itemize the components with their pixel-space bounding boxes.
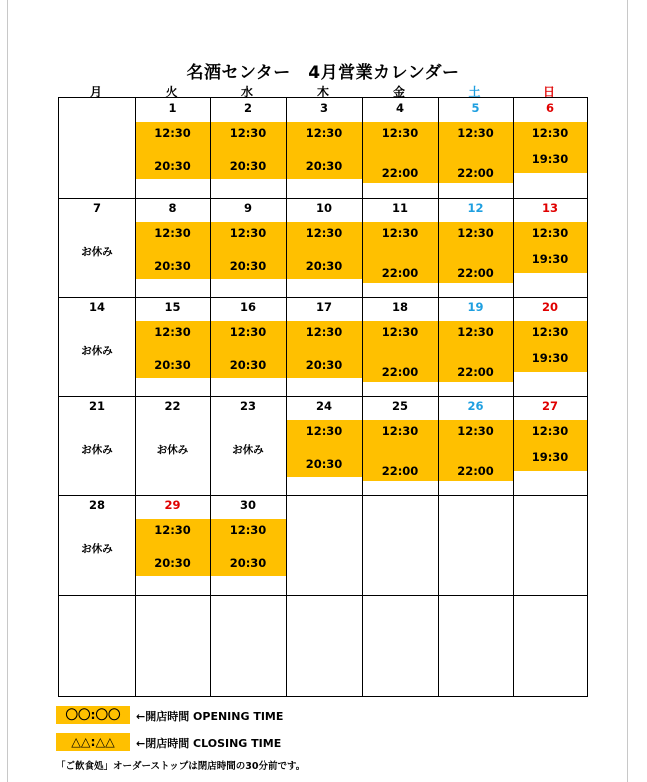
calendar-day-cell [210, 98, 286, 198]
opening-time: 12:30 [381, 126, 419, 140]
business-hours-block [135, 519, 210, 576]
weekday-label: 水 [240, 85, 253, 99]
day-number: 29 [164, 498, 181, 512]
legend-closing-text: ←閉店時間 CLOSING TIME [136, 737, 282, 750]
page-edge-left [7, 0, 8, 782]
calendar-day-cell [210, 595, 286, 696]
calendar-day-cell [513, 595, 587, 696]
grid-column-divider [135, 98, 136, 696]
closing-time: 20:30 [229, 358, 267, 372]
business-hours-block [135, 321, 210, 378]
business-hours-block [210, 519, 286, 576]
business-hours-block [210, 222, 286, 279]
calendar-day-cell [438, 595, 513, 696]
closing-time: 20:30 [154, 556, 191, 570]
weekday-label: 金 [392, 85, 405, 99]
closed-day-label: お休み [232, 444, 264, 456]
calendar-day-cell [135, 495, 210, 595]
business-hours-block [286, 321, 362, 378]
weekday-label: 土 [468, 85, 481, 99]
calendar-day-cell [286, 98, 362, 198]
grid-column-divider [210, 98, 211, 696]
grid-row-divider [59, 495, 587, 496]
business-hours-block [135, 122, 210, 179]
grid-row-divider [59, 595, 587, 596]
calendar-day-cell [210, 198, 286, 297]
closing-time: 22:00 [381, 266, 419, 280]
calendar-day-cell [513, 98, 587, 198]
business-hours-block [438, 222, 513, 283]
legend-opening-sample: 〇〇:〇〇 [56, 706, 130, 724]
day-number: 4 [395, 101, 404, 115]
opening-time: 12:30 [531, 126, 569, 140]
calendar-day-cell [286, 396, 362, 495]
grid-row-divider [59, 396, 587, 397]
opening-time: 12:30 [154, 126, 191, 140]
grid-row-divider [59, 198, 587, 199]
opening-time: 12:30 [229, 126, 267, 140]
calendar-day-cell [210, 396, 286, 495]
day-number: 15 [164, 300, 181, 314]
calendar-day-cell [135, 595, 210, 696]
calendar-day-cell [286, 198, 362, 297]
opening-time: 12:30 [457, 325, 494, 339]
closing-time: 19:30 [531, 450, 569, 464]
day-number: 12 [467, 201, 484, 215]
business-hours-block [210, 321, 286, 378]
calendar-day-cell [438, 297, 513, 396]
calendar-day-cell [135, 98, 210, 198]
closing-time: 20:30 [305, 457, 343, 471]
grid-column-divider [286, 98, 287, 696]
business-hours-block [513, 321, 587, 372]
closing-time: 22:00 [457, 365, 494, 379]
calendar-grid [58, 97, 588, 697]
calendar-title: 名酒センター 4月営業カレンダー [186, 63, 460, 83]
opening-time: 12:30 [305, 424, 343, 438]
weekday-label: 日 [542, 85, 555, 99]
calendar-day-cell [362, 198, 438, 297]
calendar-day-cell [135, 198, 210, 297]
calendar-day-cell [210, 495, 286, 595]
calendar-day-cell [438, 198, 513, 297]
business-hours-block [362, 222, 438, 283]
day-number: 7 [92, 201, 101, 215]
footnote: 「ご飲食処」オーダーストップは閉店時間の30分前です。 [56, 761, 306, 772]
closing-time: 19:30 [531, 351, 569, 365]
day-number: 18 [391, 300, 408, 314]
calendar-day-cell [59, 98, 135, 198]
closing-time: 20:30 [154, 259, 191, 273]
opening-time: 12:30 [531, 226, 569, 240]
calendar-day-cell [286, 595, 362, 696]
weekday-header [58, 83, 588, 97]
opening-time: 12:30 [381, 424, 419, 438]
opening-time: 12:30 [154, 325, 191, 339]
grid-column-divider [438, 98, 439, 696]
calendar-day-cell [59, 595, 135, 696]
calendar-day-cell [513, 495, 587, 595]
day-number: 5 [471, 101, 480, 115]
business-hours-block [286, 122, 362, 179]
business-hours-block [286, 222, 362, 279]
calendar-day-cell [59, 396, 135, 495]
calendar-day-cell [362, 595, 438, 696]
closing-time: 22:00 [381, 464, 419, 478]
business-hours-block [513, 222, 587, 273]
weekday-label: 火 [165, 85, 178, 99]
calendar-day-cell [513, 198, 587, 297]
business-hours-block [210, 122, 286, 179]
day-number: 23 [239, 399, 256, 413]
closing-time: 22:00 [457, 464, 494, 478]
opening-time: 12:30 [457, 424, 494, 438]
closing-time: 20:30 [229, 556, 267, 570]
closed-day-label: お休み [81, 444, 113, 456]
day-number: 10 [315, 201, 332, 215]
day-number: 17 [315, 300, 332, 314]
day-number: 27 [541, 399, 558, 413]
closing-time: 19:30 [531, 152, 569, 166]
day-number: 1 [168, 101, 177, 115]
business-hours-block [362, 321, 438, 382]
day-number: 25 [391, 399, 408, 413]
day-number: 13 [541, 201, 558, 215]
day-number: 11 [391, 201, 408, 215]
closing-time: 20:30 [305, 259, 343, 273]
business-hours-block [438, 122, 513, 183]
opening-time: 12:30 [305, 126, 343, 140]
calendar-day-cell [210, 297, 286, 396]
calendar-day-cell [438, 495, 513, 595]
business-hours-block [362, 420, 438, 481]
business-hours-block [135, 222, 210, 279]
closing-time: 20:30 [154, 159, 191, 173]
calendar-day-cell [135, 297, 210, 396]
day-number: 8 [168, 201, 177, 215]
opening-time: 12:30 [531, 325, 569, 339]
opening-time: 12:30 [305, 226, 343, 240]
closing-time: 22:00 [381, 365, 419, 379]
opening-time: 12:30 [154, 226, 191, 240]
grid-column-divider [362, 98, 363, 696]
closing-time: 20:30 [229, 259, 267, 273]
closing-time: 20:30 [305, 159, 343, 173]
opening-time: 12:30 [381, 226, 419, 240]
grid-column-divider [513, 98, 514, 696]
day-number: 24 [315, 399, 332, 413]
opening-time: 12:30 [305, 325, 343, 339]
calendar-day-cell [438, 98, 513, 198]
legend-closing-sample: △△:△△ [56, 733, 130, 751]
calendar-day-cell [513, 297, 587, 396]
closed-day-label: お休み [81, 345, 113, 357]
calendar-day-cell [513, 396, 587, 495]
closing-time: 20:30 [305, 358, 343, 372]
closed-day-label: お休み [81, 246, 113, 258]
opening-time: 12:30 [531, 424, 569, 438]
business-hours-block [513, 420, 587, 471]
day-number: 16 [239, 300, 256, 314]
day-number: 2 [243, 101, 252, 115]
calendar-day-cell [286, 495, 362, 595]
legend-opening-text: ←開店時間 OPENING TIME [136, 710, 284, 723]
business-hours-block [513, 122, 587, 173]
closed-day-label: お休み [156, 444, 189, 456]
opening-time: 12:30 [229, 325, 267, 339]
closing-time: 20:30 [229, 159, 267, 173]
opening-time: 12:30 [381, 325, 419, 339]
day-number: 21 [88, 399, 105, 413]
business-hours-block [438, 321, 513, 382]
opening-time: 12:30 [154, 523, 191, 537]
business-hours-block [286, 420, 362, 477]
closing-time: 20:30 [154, 358, 191, 372]
opening-time: 12:30 [229, 226, 267, 240]
day-number: 9 [243, 201, 252, 215]
calendar-day-cell [362, 396, 438, 495]
day-number: 28 [88, 498, 105, 512]
closing-time: 19:30 [531, 252, 569, 266]
business-hours-block [438, 420, 513, 481]
weekday-label: 木 [316, 85, 329, 99]
calendar-day-cell [362, 495, 438, 595]
grid-row-divider [59, 297, 587, 298]
closing-time: 22:00 [457, 266, 494, 280]
day-number: 19 [467, 300, 484, 314]
calendar-day-cell [59, 297, 135, 396]
calendar-day-cell [438, 396, 513, 495]
day-number: 14 [88, 300, 105, 314]
weekday-label: 月 [89, 85, 102, 99]
calendar-day-cell [286, 297, 362, 396]
day-number: 22 [164, 399, 181, 413]
opening-time: 12:30 [457, 226, 494, 240]
opening-time: 12:30 [229, 523, 267, 537]
day-number: 6 [545, 101, 554, 115]
day-number: 20 [541, 300, 558, 314]
calendar-day-cell [59, 198, 135, 297]
closed-day-label: お休み [81, 543, 113, 555]
calendar-day-cell [59, 495, 135, 595]
calendar-day-cell [362, 98, 438, 198]
closing-time: 22:00 [457, 166, 494, 180]
calendar-day-cell [135, 396, 210, 495]
page-edge-right [627, 0, 628, 782]
calendar-day-cell [362, 297, 438, 396]
day-number: 30 [239, 498, 256, 512]
day-number: 3 [319, 101, 328, 115]
day-number: 26 [467, 399, 484, 413]
opening-time: 12:30 [457, 126, 494, 140]
closing-time: 22:00 [381, 166, 419, 180]
business-hours-block [362, 122, 438, 183]
